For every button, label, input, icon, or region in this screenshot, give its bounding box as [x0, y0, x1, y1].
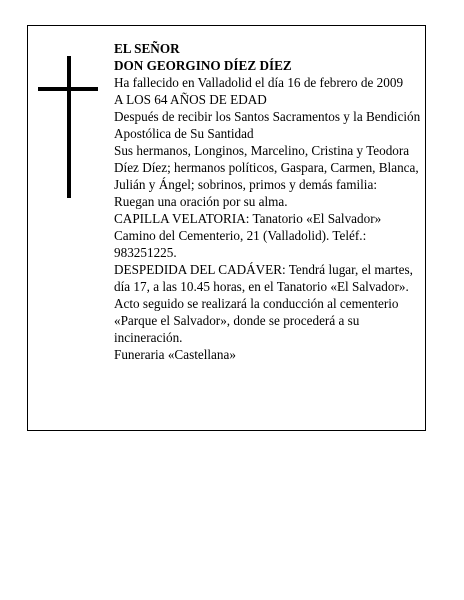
prayer-request: Ruegan una oración por su alma. [114, 194, 288, 209]
family-statement: Sus hermanos, Longinos, Marcelino, Cristina y Teodora Díez Díez; hermanos políticos, Gaspara, Carmen, Blanca, Julián y Ángel; sobrinos, primos y demás familia: [114, 143, 419, 192]
sacraments-statement: Después de recibir los Santos Sacramentos y la Bendición Apostólica de Su Santidad [114, 109, 421, 141]
age-statement: A LOS 64 AÑOS DE EDAD [114, 92, 267, 107]
funeral-home: Funeraria «Castellana» [114, 347, 236, 362]
deceased-title: EL SEÑOR [114, 41, 180, 56]
farewell-info: DESPEDIDA DEL CADÁVER: Tendrá lugar, el martes, día 17, a las 10.45 horas, en el Tanatorio «El Salvador». Acto seguido se realizará la conducción al cementerio «Parque el Salvador», donde se procederá a su incineración. [114, 262, 413, 345]
obituary-notice [27, 25, 426, 431]
cross-vertical-bar [67, 56, 71, 198]
death-statement: Ha fallecido en Valladolid el día 16 de febrero de 2009 [114, 75, 404, 90]
obituary-text [114, 40, 422, 363]
chapel-info: CAPILLA VELATORIA: Tanatorio «El Salvador» Camino del Cementerio, 21 (Valladolid). Teléf.: 983251225. [114, 211, 382, 260]
cross-horizontal-bar [38, 87, 98, 91]
cross-icon [38, 56, 98, 198]
deceased-name: DON GEORGINO DÍEZ DÍEZ [114, 58, 292, 73]
